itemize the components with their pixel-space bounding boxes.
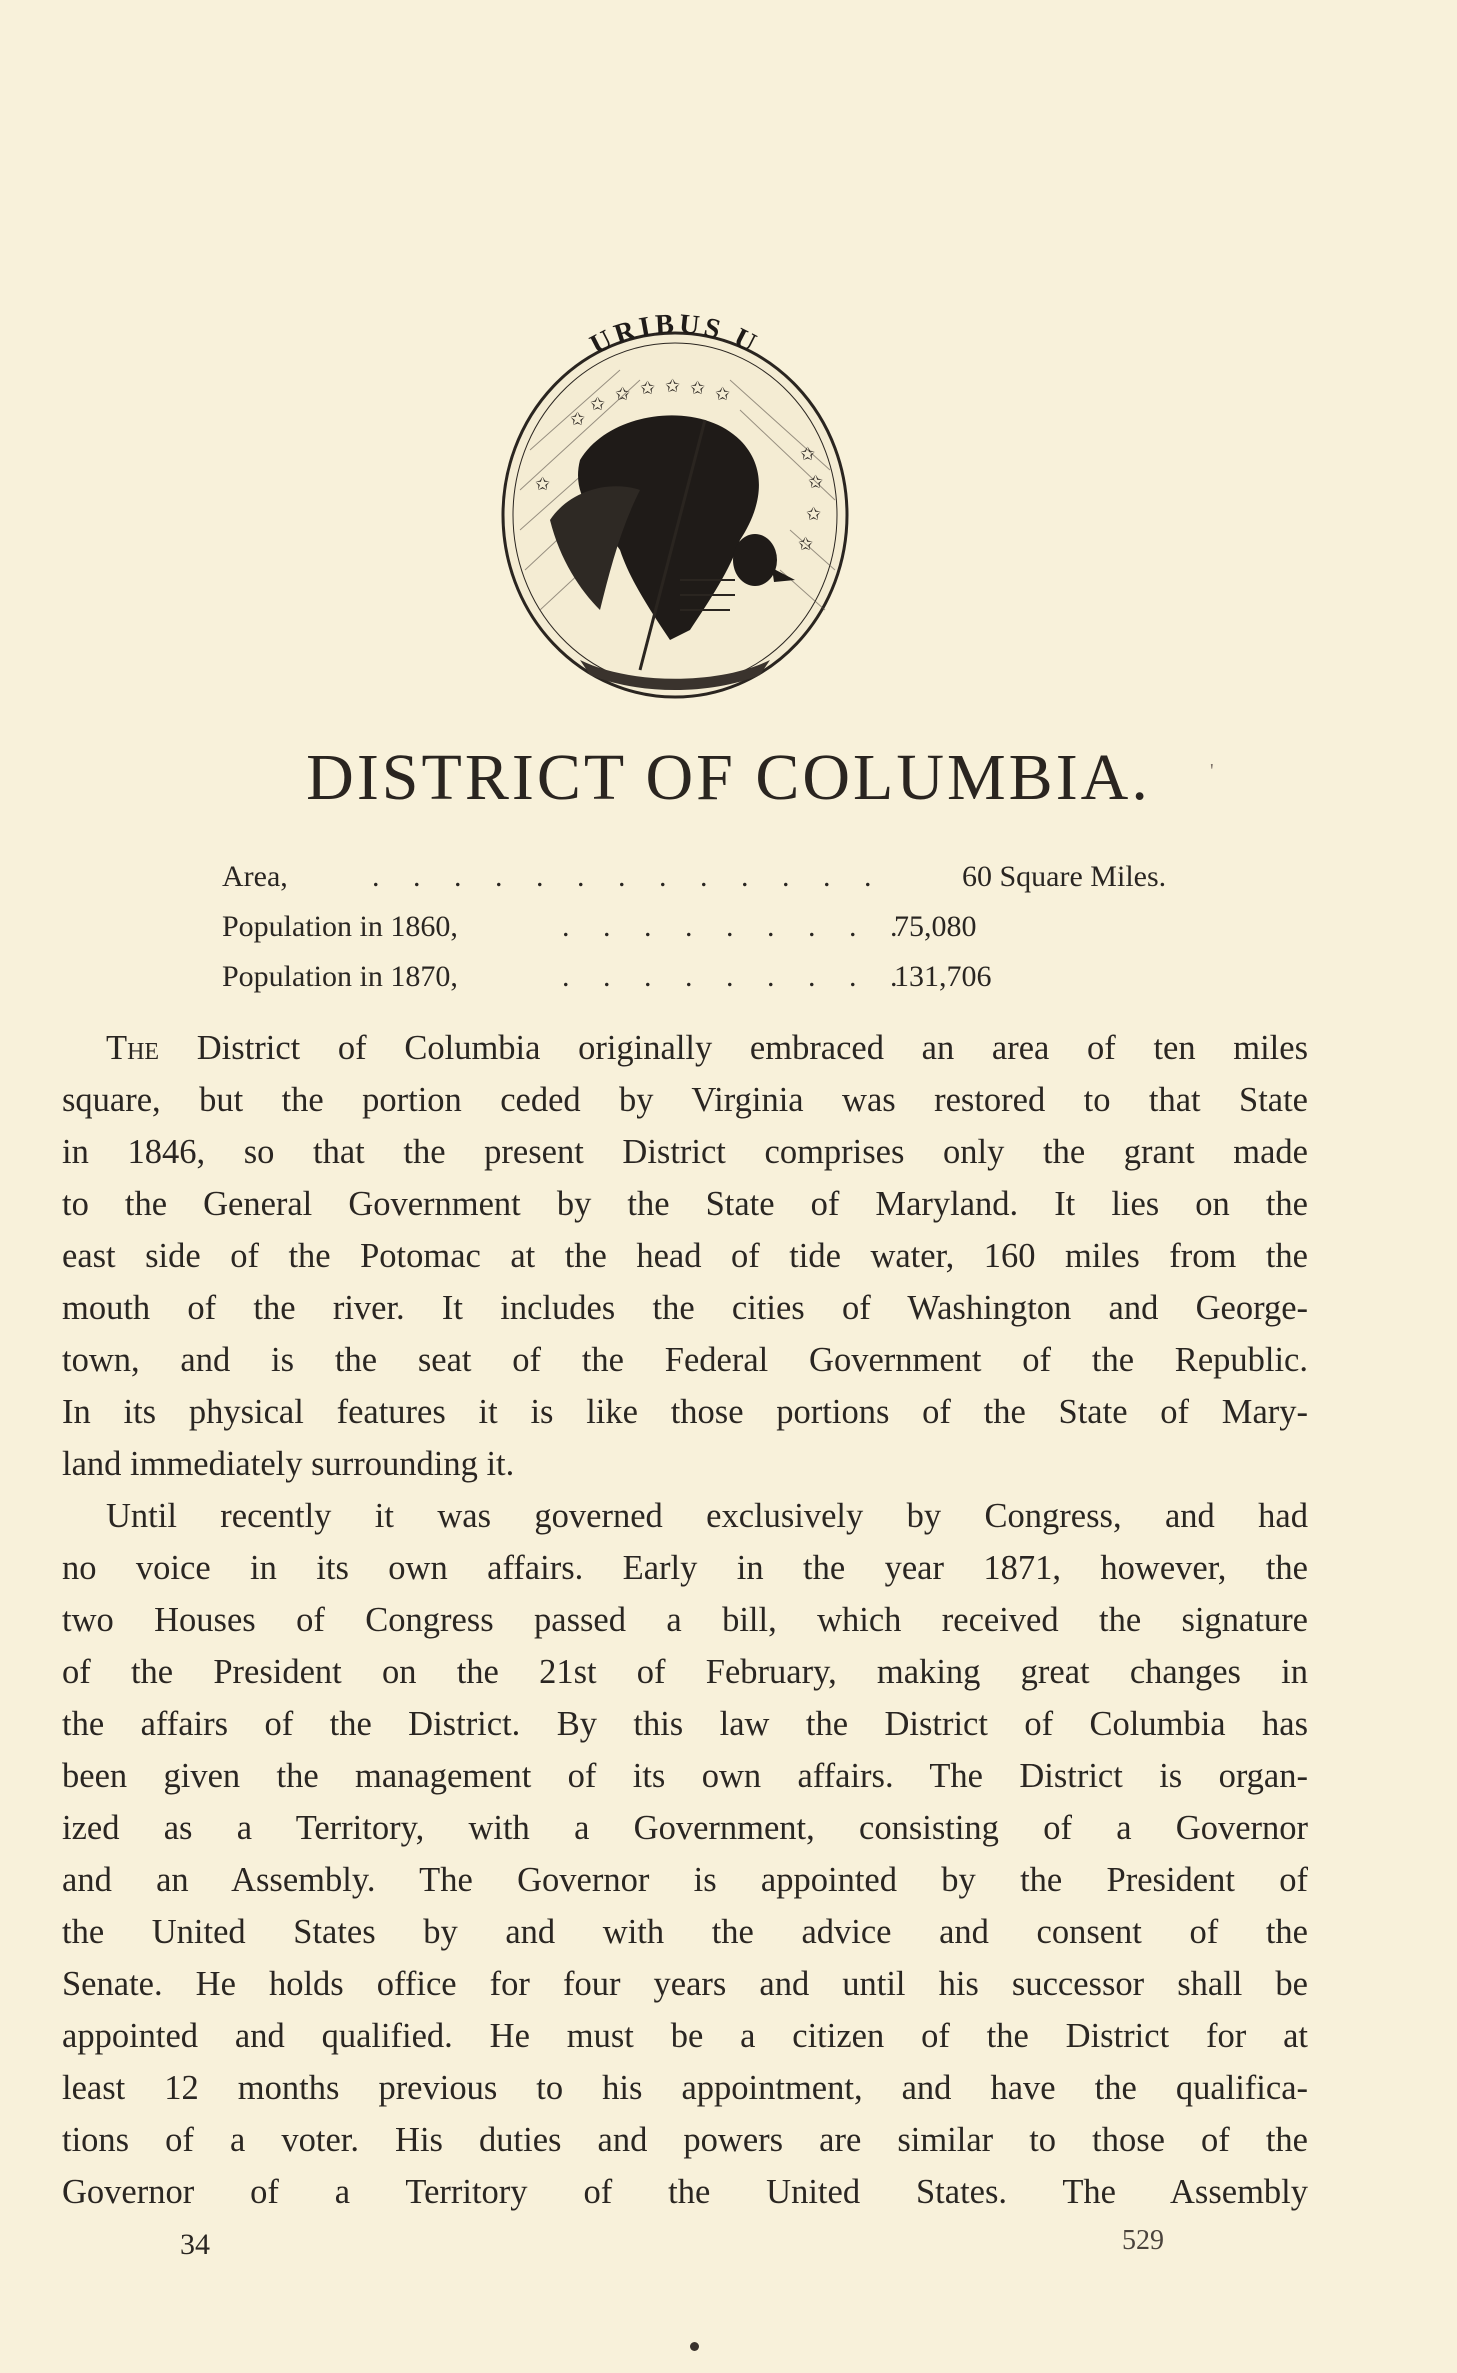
text-line: Until recently it was governed exclusively by Congress, and had <box>106 1497 1308 1535</box>
stat-row-population-1860 <box>222 902 1262 952</box>
page-title: DISTRICT OF COLUMBIA. <box>306 741 1151 814</box>
body-text <box>62 1022 1308 2218</box>
seal-motto-text: URIBUS U <box>585 310 765 362</box>
text-line: In its physical features it is like those portions of the State of Mary- <box>62 1393 1308 1431</box>
stray-dot <box>690 2342 699 2351</box>
stat-row-population-1870 <box>222 952 1262 1002</box>
text-line: land immediately surrounding it. <box>62 1445 515 1483</box>
text-line: to the General Government by the State of Maryland. It lies on the <box>62 1185 1308 1223</box>
text-line: the affairs of the District. By this law the District of Columbia has <box>62 1705 1308 1743</box>
stat-value: 75,080 <box>894 910 977 943</box>
text-line: square, but the portion ceded by Virginia was restored to that State <box>62 1081 1308 1119</box>
signature-mark: 34 <box>180 2228 210 2261</box>
seal-illustration-icon <box>490 310 860 710</box>
title-stray-mark: ' <box>1210 760 1214 782</box>
stat-leader-dots: . . . . . . . . . <box>562 960 911 993</box>
svg-text:✩: ✩ <box>615 384 631 404</box>
svg-text:✩: ✩ <box>806 504 822 524</box>
text-line: two Houses of Congress passed a bill, which received the signature <box>62 1601 1308 1639</box>
text-line: and an Assembly. The Governor is appointed by the President of <box>62 1861 1308 1899</box>
svg-text:✩: ✩ <box>715 384 731 404</box>
page-number: 529 <box>1122 2225 1164 2256</box>
svg-text:✩: ✩ <box>798 534 814 554</box>
stat-label: Area, <box>222 860 288 893</box>
svg-text:✩: ✩ <box>535 474 551 494</box>
stat-leader-dots: . . . . . . . . . . . . . <box>372 860 885 893</box>
svg-text:✩: ✩ <box>570 409 586 429</box>
stat-label: Population in 1870, <box>222 960 458 993</box>
district-seal <box>490 310 860 710</box>
text-line: Senate. He holds office for four years and until his successor shall be <box>62 1965 1308 2003</box>
text-line: the United States by and with the advice and consent of the <box>62 1913 1308 1951</box>
text-line <box>62 1022 1308 1074</box>
text-line: Governor of a Territory of the United States. The Assembly <box>62 2173 1308 2211</box>
svg-text:✩: ✩ <box>690 378 706 398</box>
svg-text:✩: ✩ <box>800 444 816 464</box>
stat-row-area <box>222 852 1262 902</box>
text-line-content: District of Columbia originally embraced an area of ten miles <box>196 1029 1309 1067</box>
text-line: of the President on the 21st of February, making great changes in <box>62 1653 1308 1691</box>
text-line: been given the management of its own affairs. The District is organ- <box>62 1757 1308 1795</box>
stat-leader-dots: . . . . . . . . . <box>562 910 911 943</box>
text-line: appointed and qualified. He must be a citizen of the District for at <box>62 2017 1308 2055</box>
svg-text:✩: ✩ <box>640 378 656 398</box>
svg-text:✩: ✩ <box>808 472 824 492</box>
statistics-table <box>222 852 1262 1002</box>
svg-text:✩: ✩ <box>590 394 606 414</box>
text-line: tions of a voter. His duties and powers are similar to those of the <box>62 2121 1308 2159</box>
lead-word: The <box>106 1029 160 1067</box>
text-line: least 12 months previous to his appointment, and have the qualifica- <box>62 2069 1308 2107</box>
stat-value: 131,706 <box>894 960 992 993</box>
text-line: no voice in its own affairs. Early in the year 1871, however, the <box>62 1549 1308 1587</box>
paragraph-2 <box>62 1490 1308 2218</box>
paragraph-1 <box>62 1022 1308 1490</box>
svg-text:✩: ✩ <box>665 376 681 396</box>
text-line: ized as a Territory, with a Government, consisting of a Governor <box>62 1809 1308 1847</box>
text-line: mouth of the river. It includes the cities of Washington and George- <box>62 1289 1308 1327</box>
text-line: in 1846, so that the present District comprises only the grant made <box>62 1133 1308 1171</box>
text-line: town, and is the seat of the Federal Government of the Republic. <box>62 1341 1308 1379</box>
stat-value: 60 Square Miles. <box>962 860 1167 893</box>
stat-label: Population in 1860, <box>222 910 458 943</box>
text-line: east side of the Potomac at the head of tide water, 160 miles from the <box>62 1237 1308 1275</box>
